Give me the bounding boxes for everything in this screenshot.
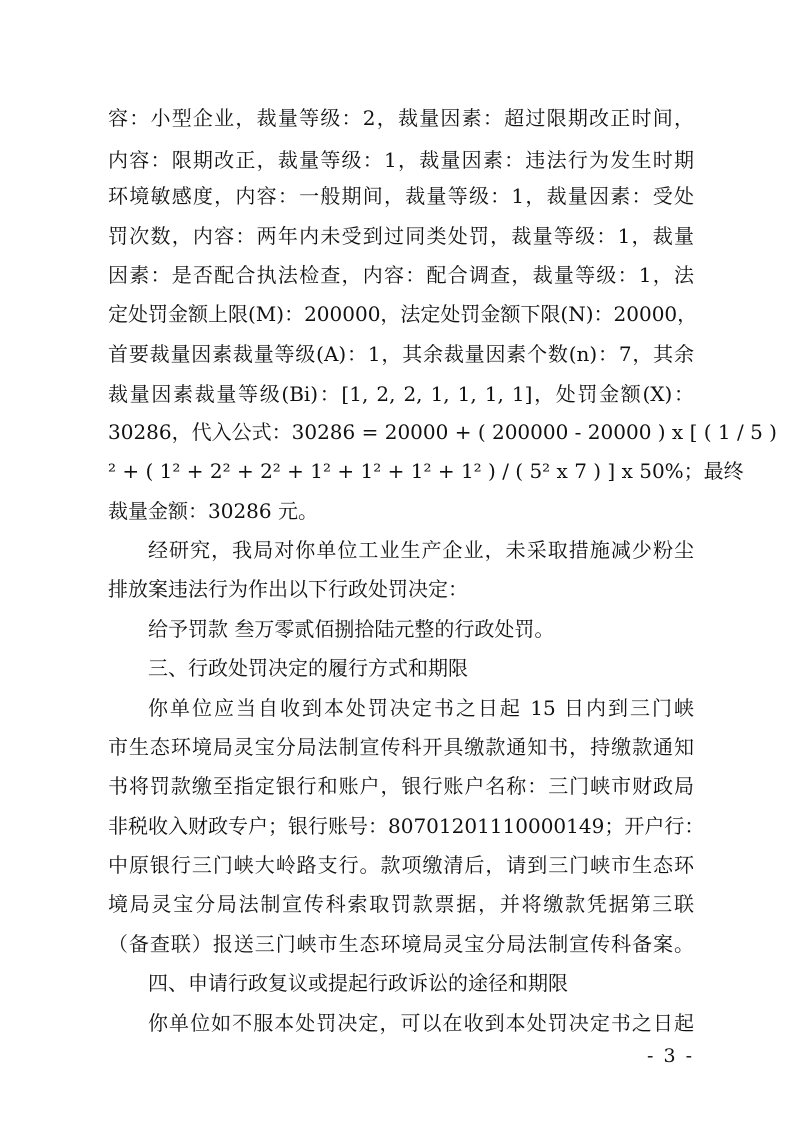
text-line: 罚次数，内容：两年内未受到过同类处罚，裁量等级：1，裁量 <box>108 224 694 248</box>
text-line: 环境敏感度，内容：一般期间，裁量等级：1，裁量因素：受处 <box>108 184 694 208</box>
text-line: 内容：限期改正，裁量等级：1，裁量因素：违法行为发生时期 <box>108 148 694 172</box>
text-line: 排放案违法行为作出以下行政处罚决定： <box>108 577 468 601</box>
text-line: 境局灵宝分局法制宣传科索取罚款票据，并将缴款凭据第三联 <box>108 892 694 916</box>
text-line: （备查联）报送三门峡市生态环境局灵宝分局法制宣传科备案。 <box>108 932 694 956</box>
text-line: 书将罚款缴至指定银行和账户，银行账户名称：三门峡市财政局 <box>108 774 694 798</box>
text-line: 中原银行三门峡大岭路支行。款项缴清后，请到三门峡市生态环 <box>108 853 694 877</box>
text-line: 首要裁量因素裁量等级(A)：1，其余裁量因素个数(n)：7，其余 <box>108 342 694 366</box>
text-line: 裁量金额：30286 元。 <box>108 499 318 523</box>
section-heading-4: 四、申请行政复议或提起行政诉讼的途径和期限 <box>148 971 568 995</box>
text-line: 容：小型企业，裁量等级：2，裁量因素：超过限期改正时间， <box>108 106 694 130</box>
page-number: - 3 - <box>646 1045 694 1067</box>
paragraph-start: 经研究，我局对你单位工业生产企业，未采取措施减少粉尘 <box>148 538 694 562</box>
penalty-decision: 给予罚款 叁万零贰佰捌拾陆元整的行政处罚。 <box>148 617 555 641</box>
paragraph-start: 你单位应当自收到本处罚决定书之日起 15 日内到三门峡 <box>148 696 694 720</box>
text-line: 市生态环境局灵宝分局法制宣传科开具缴款通知书，持缴款通知 <box>108 735 694 759</box>
text-line: 非税收入财政专户；银行账号：80701201110000149；开户行： <box>108 814 705 838</box>
paragraph-start: 你单位如不服本处罚决定，可以在收到本处罚决定书之日起 <box>148 1011 694 1035</box>
text-line: 裁量因素裁量等级(Bi)：[1, 2, 2, 1, 1, 1, 1]，处罚金额(X)： <box>108 382 694 406</box>
formula-line: 30286，代入公式：30286 = 20000 + ( 200000 - 20000 ) x [ ( 1 / 5 ) <box>108 420 777 444</box>
section-heading-3: 三、行政处罚决定的履行方式和期限 <box>148 656 468 680</box>
formula-line: ² + ( 1² + 2² + 2² + 1² + 1² + 1² + 1² ) / ( 5² x 7 ) ] x 50%；最终 <box>108 459 744 483</box>
text-line: 因素：是否配合执法检查，内容：配合调查，裁量等级：1，法 <box>108 263 694 287</box>
text-line: 定处罚金额上限(M)：200000，法定处罚金额下限(N)：20000， <box>108 302 698 326</box>
